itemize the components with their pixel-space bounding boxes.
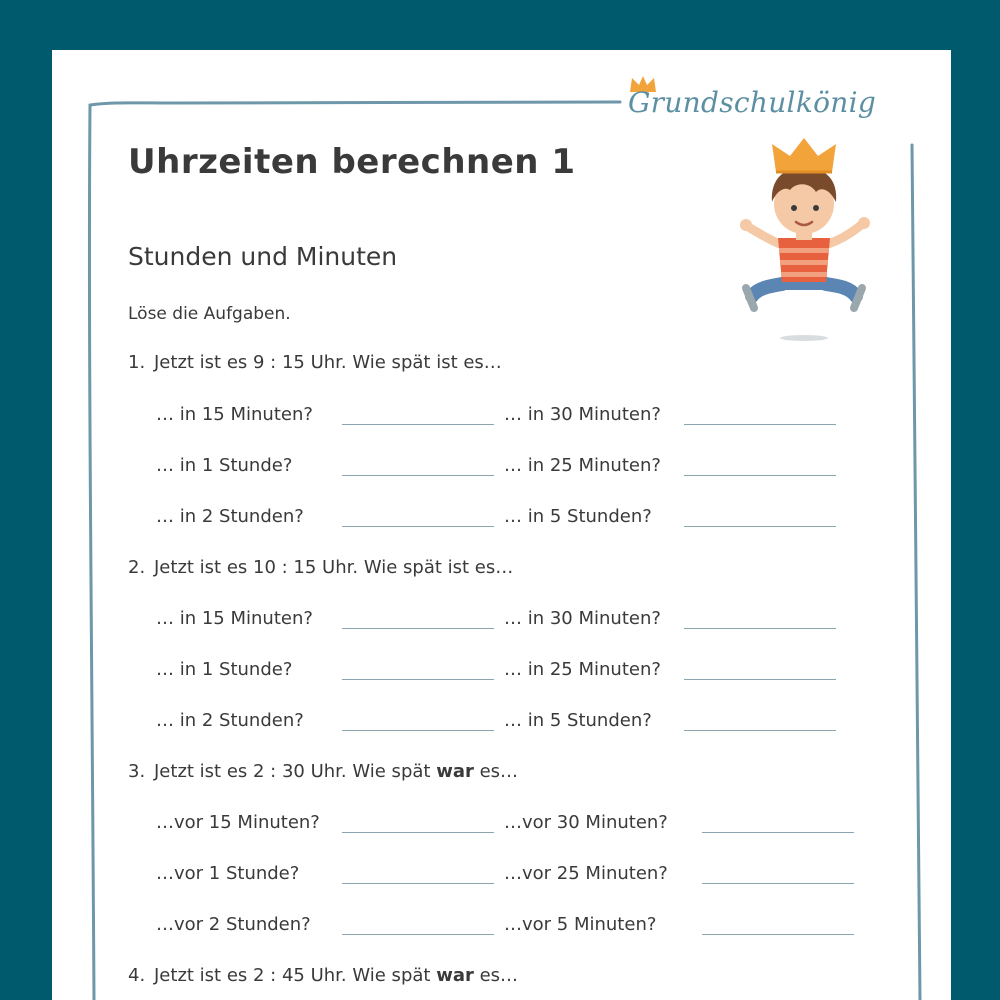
- task-3-heading: 3. Jetzt ist es 2 : 30 Uhr. Wie spät war es…: [128, 761, 519, 782]
- task-1-question-left-1: … in 15 Minuten?: [156, 404, 313, 425]
- answer-line[interactable]: [342, 883, 494, 884]
- task-4-heading: 4. Jetzt ist es 2 : 45 Uhr. Wie spät war es…: [128, 965, 519, 986]
- answer-line[interactable]: [702, 883, 854, 884]
- answer-line[interactable]: [342, 526, 494, 527]
- jumping-boy-illustration: [732, 136, 882, 346]
- section-subtitle: Stunden und Minuten: [128, 242, 398, 271]
- task-3-question-left-2: …vor 1 Stunde?: [156, 863, 300, 884]
- task-1-question-right-3: … in 5 Stunden?: [504, 506, 652, 527]
- task-1-question-right-1: … in 30 Minuten?: [504, 404, 661, 425]
- answer-line[interactable]: [342, 832, 494, 833]
- answer-line[interactable]: [342, 934, 494, 935]
- page-title: Uhrzeiten berechnen 1: [128, 142, 576, 182]
- answer-line[interactable]: [684, 679, 836, 680]
- brand-logo-text: Grundschulkönig: [628, 86, 877, 119]
- task-1-question-left-2: … in 1 Stunde?: [156, 455, 293, 476]
- task-3-question-left-3: …vor 2 Stunden?: [156, 914, 311, 935]
- answer-line[interactable]: [702, 934, 854, 935]
- task-3-question-left-1: …vor 15 Minuten?: [156, 812, 320, 833]
- task-2-question-right-3: … in 5 Stunden?: [504, 710, 652, 731]
- task-1-question-left-3: … in 2 Stunden?: [156, 506, 304, 527]
- answer-line[interactable]: [684, 526, 836, 527]
- answer-line[interactable]: [684, 730, 836, 731]
- task-2-question-left-3: … in 2 Stunden?: [156, 710, 304, 731]
- answer-line[interactable]: [342, 424, 494, 425]
- task-2-question-right-1: … in 30 Minuten?: [504, 608, 661, 629]
- task-1-heading: 1. Jetzt ist es 9 : 15 Uhr. Wie spät ist es…: [128, 352, 502, 373]
- task-3-question-right-1: …vor 30 Minuten?: [504, 812, 668, 833]
- answer-line[interactable]: [684, 424, 836, 425]
- answer-line[interactable]: [684, 628, 836, 629]
- answer-line[interactable]: [342, 475, 494, 476]
- task-1-question-right-2: … in 25 Minuten?: [504, 455, 661, 476]
- worksheet: [52, 50, 951, 1000]
- instruction-text: Löse die Aufgaben.: [128, 304, 291, 324]
- task-2-question-right-2: … in 25 Minuten?: [504, 659, 661, 680]
- answer-line[interactable]: [702, 832, 854, 833]
- task-2-heading: 2. Jetzt ist es 10 : 15 Uhr. Wie spät ist es…: [128, 557, 514, 578]
- answer-line[interactable]: [342, 679, 494, 680]
- task-2-question-left-2: … in 1 Stunde?: [156, 659, 293, 680]
- task-3-question-right-2: …vor 25 Minuten?: [504, 863, 668, 884]
- answer-line[interactable]: [342, 628, 494, 629]
- answer-line[interactable]: [342, 730, 494, 731]
- task-3-question-right-3: …vor 5 Minuten?: [504, 914, 657, 935]
- answer-line[interactable]: [684, 475, 836, 476]
- task-2-question-left-1: … in 15 Minuten?: [156, 608, 313, 629]
